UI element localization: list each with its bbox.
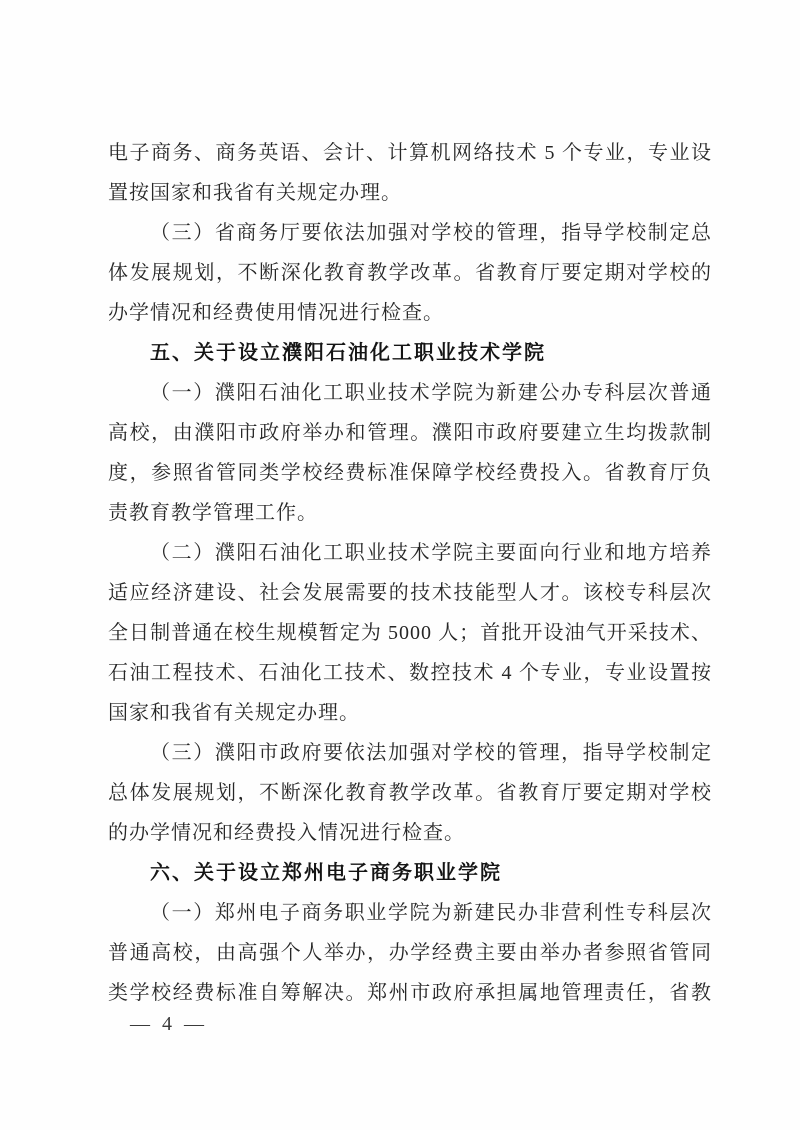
text-line: （三）濮阳市政府要依法加强对学校的管理，指导学校制定 <box>150 742 712 764</box>
text-line: 类学校经费标准自筹解决。郑州市政府承担属地管理责任，省教 <box>108 982 712 1004</box>
text-line: 普通高校，由高强个人举办，办学经费主要由举办者参照省管同 <box>108 942 712 964</box>
text-line: 国家和我省有关规定办理。 <box>108 702 360 724</box>
text-line: （一）濮阳石油化工职业技术学院为新建公办专科层次普通 <box>150 382 712 404</box>
text-line: 电子商务、商务英语、会计、计算机网络技术 5 个专业，专业设 <box>108 142 712 164</box>
text-line: （三）省商务厅要依法加强对学校的管理，指导学校制定总 <box>150 222 712 244</box>
footer-dash-right: — <box>184 1013 204 1035</box>
text-line: 体发展规划，不断深化教育教学改革。省教育厅要定期对学校的 <box>108 262 712 284</box>
text-line: （二）濮阳石油化工职业技术学院主要面向行业和地方培养 <box>150 542 712 564</box>
text-line: 置按国家和我省有关规定办理。 <box>108 182 402 204</box>
text-line: 责教育教学管理工作。 <box>108 502 318 524</box>
section-heading: 六、关于设立郑州电子商务职业学院 <box>150 862 502 884</box>
document-body <box>108 133 712 1013</box>
text-line: 度，参照省管同类学校经费标准保障学校经费投入。省教育厅负 <box>108 462 712 484</box>
text-line: 办学情况和经费使用情况进行检查。 <box>108 302 444 324</box>
section-heading: 五、关于设立濮阳石油化工职业技术学院 <box>150 342 546 364</box>
text-line: 总体发展规划，不断深化教育教学改革。省教育厅要定期对学校 <box>108 782 712 804</box>
page-footer <box>118 1004 216 1044</box>
page-number: 4 <box>162 1013 172 1035</box>
text-line: 石油工程技术、石油化工技术、数控技术 4 个专业，专业设置按 <box>108 662 712 684</box>
text-line: 高校，由濮阳市政府举办和管理。濮阳市政府要建立生均拨款制 <box>108 422 712 444</box>
text-line: 全日制普通在校生规模暂定为 5000 人；首批开设油气开采技术、 <box>108 622 712 644</box>
text-line: （一）郑州电子商务职业学院为新建民办非营利性专科层次 <box>150 902 712 924</box>
text-line: 适应经济建设、社会发展需要的技术技能型人才。该校专科层次 <box>108 582 712 604</box>
text-line: 的办学情况和经费投入情况进行检查。 <box>108 822 465 844</box>
footer-dash-left: — <box>130 1013 150 1035</box>
